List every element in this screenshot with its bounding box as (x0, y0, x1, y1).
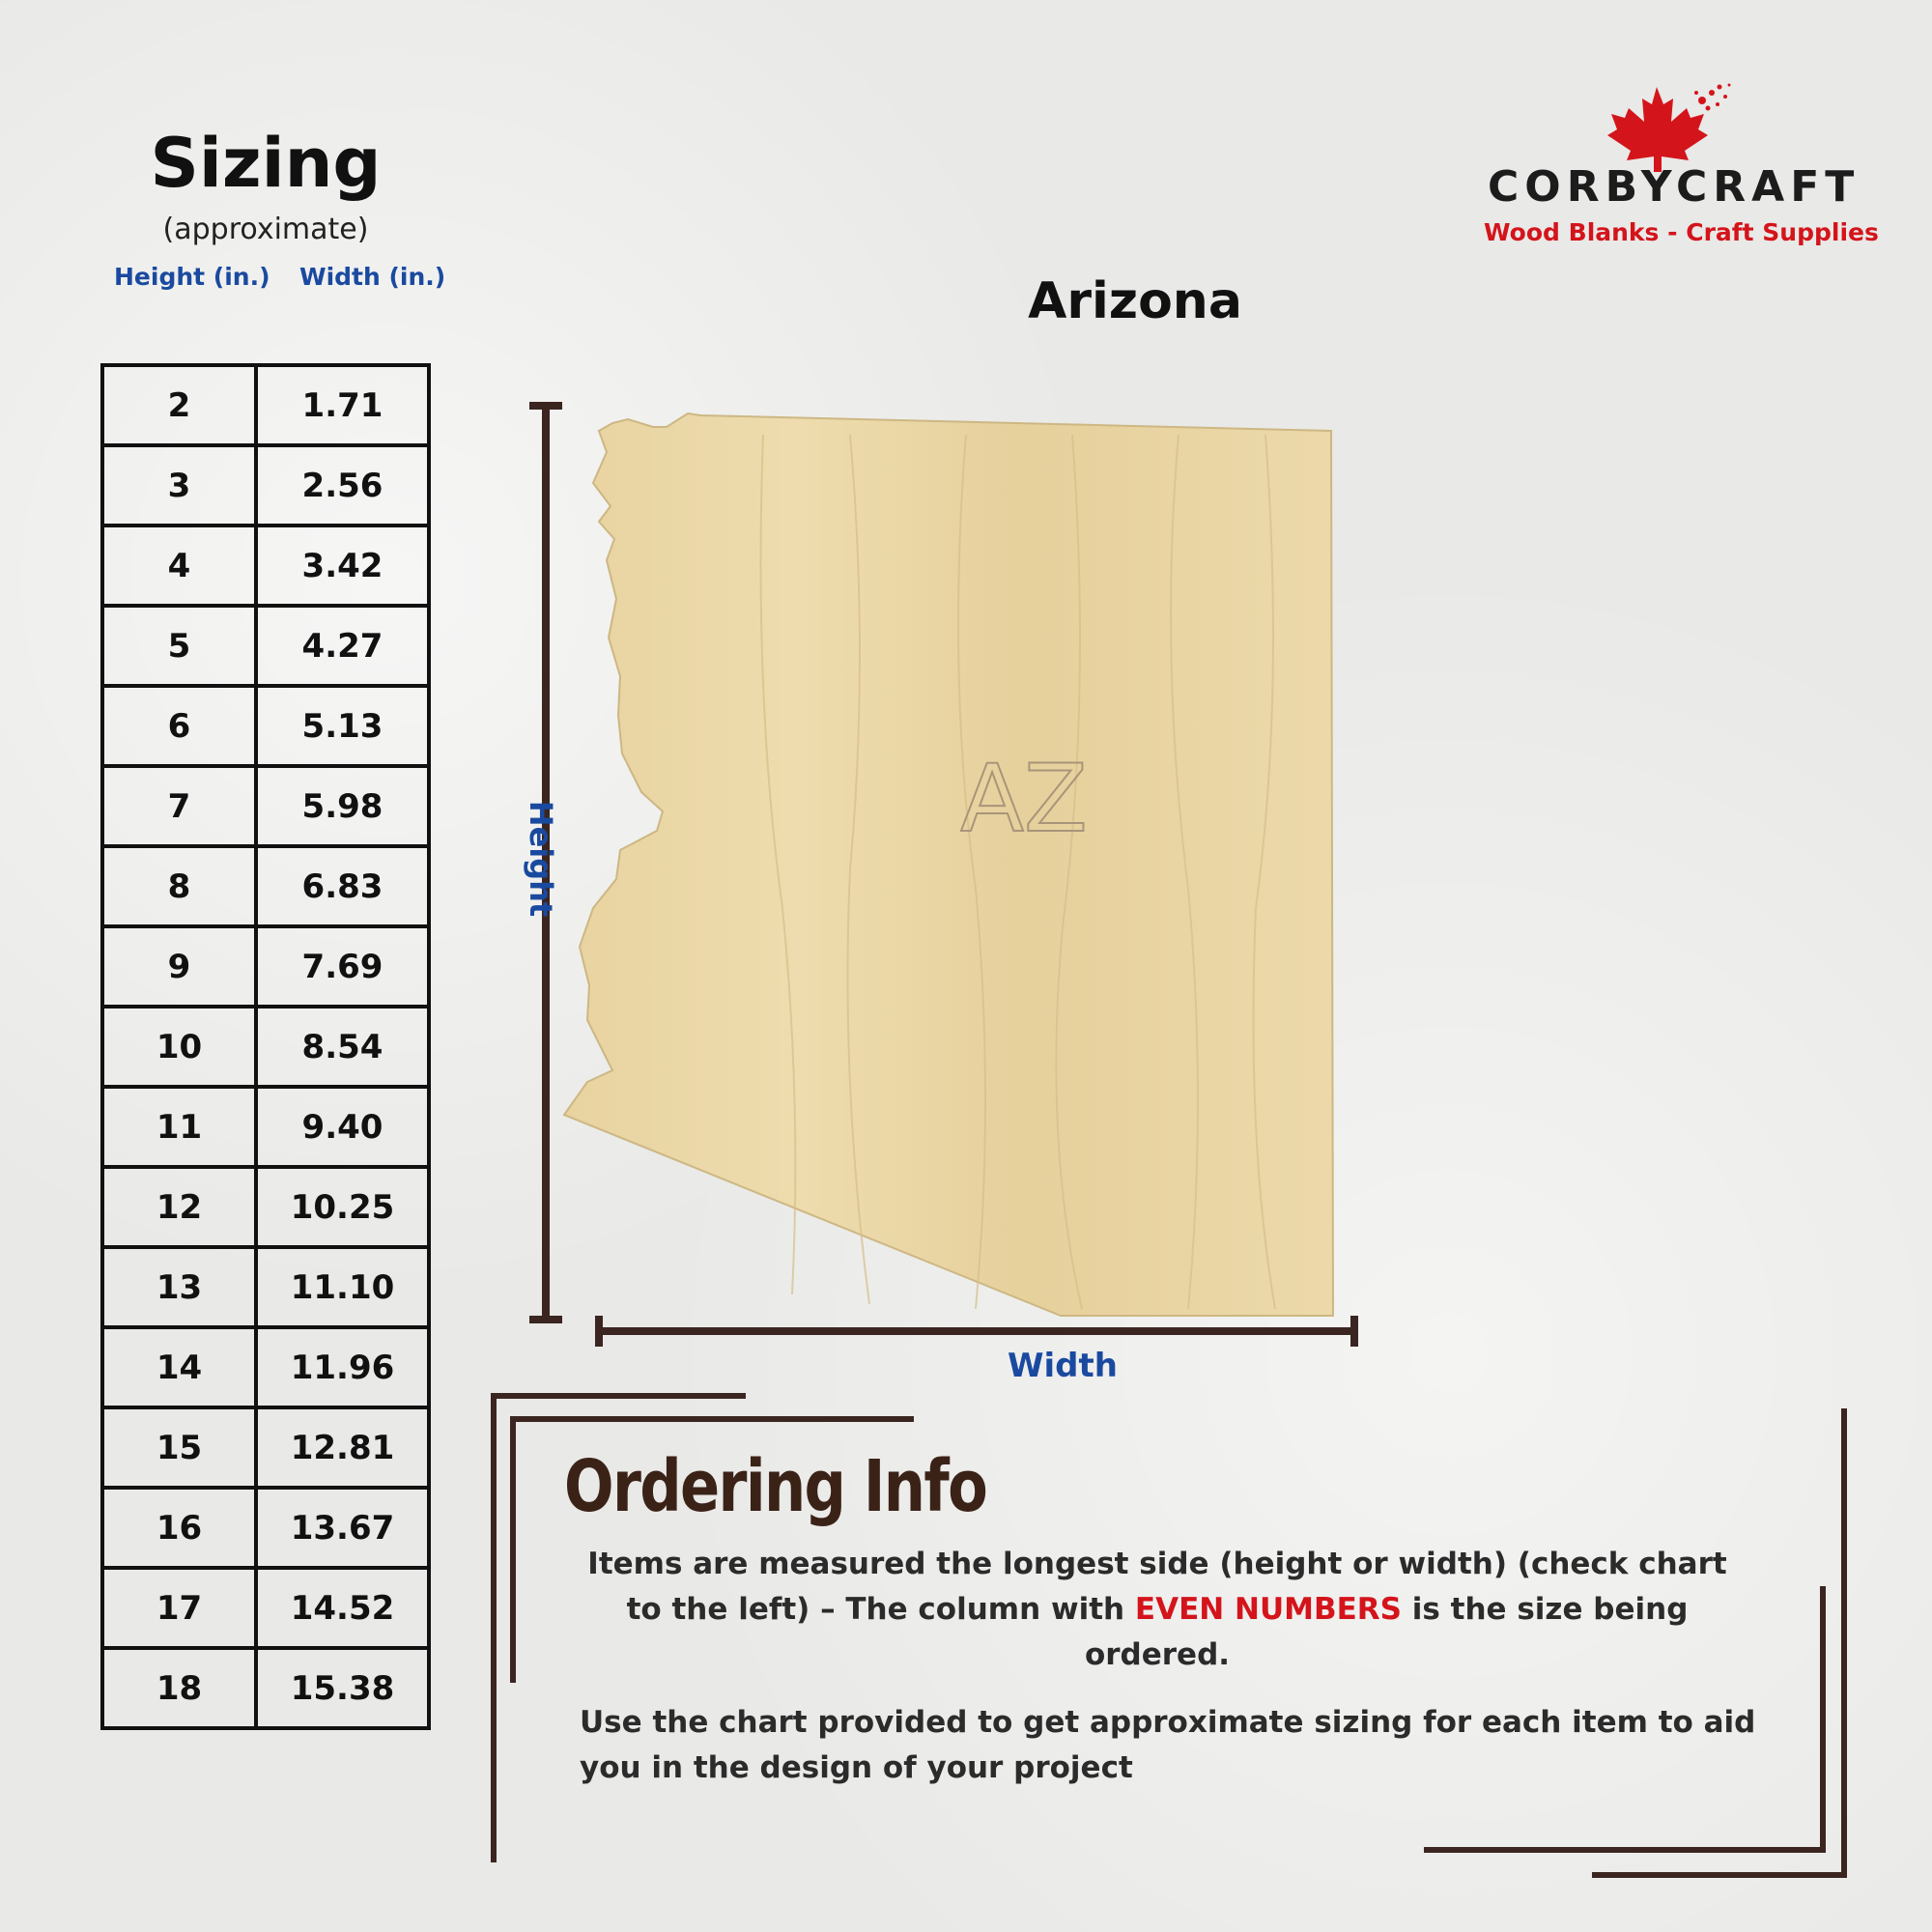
width-label: Width (1008, 1347, 1118, 1385)
ordering-paragraph-1 (578, 1542, 1737, 1678)
sizing-subtitle: (approximate) (162, 213, 369, 246)
table-row (102, 1007, 429, 1087)
width-cell: 9.40 (256, 1087, 429, 1167)
table-row (102, 1247, 429, 1327)
table-row (102, 445, 429, 526)
table-row (102, 926, 429, 1007)
height-cell: 13 (102, 1247, 256, 1327)
width-cell: 14.52 (256, 1568, 429, 1648)
height-cell: 18 (102, 1648, 256, 1728)
height-cell: 4 (102, 526, 256, 606)
ordering-title: Ordering Info (564, 1445, 987, 1528)
height-column-header: Height (in.) (114, 263, 270, 291)
table-row (102, 766, 429, 846)
width-cell: 5.98 (256, 766, 429, 846)
table-row (102, 1327, 429, 1407)
frame-line (510, 1416, 516, 1683)
width-cell: 11.10 (256, 1247, 429, 1327)
even-numbers-highlight: EVEN NUMBERS (1134, 1592, 1402, 1627)
table-row (102, 1407, 429, 1488)
table-row (102, 1488, 429, 1568)
width-cell: 10.25 (256, 1167, 429, 1247)
frame-line (510, 1416, 914, 1422)
frame-line (491, 1393, 497, 1862)
height-cell: 10 (102, 1007, 256, 1087)
table-row (102, 686, 429, 766)
height-cell: 7 (102, 766, 256, 846)
table-row (102, 365, 429, 445)
table-row (102, 606, 429, 686)
height-cell: 8 (102, 846, 256, 926)
height-cell: 14 (102, 1327, 256, 1407)
width-cell: 4.27 (256, 606, 429, 686)
width-cell: 3.42 (256, 526, 429, 606)
height-cell: 3 (102, 445, 256, 526)
width-cell: 6.83 (256, 846, 429, 926)
ordering-paragraph-2: Use the chart provided to get approximate sizing for each item to aid you in the design of your project (580, 1705, 1756, 1785)
brand-name: CORBYCRAFT (1488, 162, 1861, 212)
frame-line (1841, 1408, 1847, 1878)
height-label: Height (523, 800, 559, 918)
width-cell: 11.96 (256, 1327, 429, 1407)
height-cell: 9 (102, 926, 256, 1007)
ordering-text-end: is the size being ordered. (1084, 1592, 1689, 1672)
product-title: Arizona (1028, 272, 1242, 330)
engraving-text: AZ (960, 745, 1088, 853)
height-cell: 5 (102, 606, 256, 686)
arizona-wood-cutout (560, 406, 1352, 1323)
width-column-header: Width (in.) (299, 263, 446, 291)
table-row (102, 1087, 429, 1167)
table-row (102, 1568, 429, 1648)
frame-line (1592, 1872, 1847, 1878)
height-cell: 6 (102, 686, 256, 766)
sizing-title: Sizing (150, 124, 382, 203)
height-cell: 12 (102, 1167, 256, 1247)
width-cell: 13.67 (256, 1488, 429, 1568)
table-row (102, 1167, 429, 1247)
table-row (102, 526, 429, 606)
width-cell: 12.81 (256, 1407, 429, 1488)
ordering-text: Items are measured the longest side (height or width) (check chart to the left) – The column with (587, 1547, 1727, 1627)
width-cell: 2.56 (256, 445, 429, 526)
width-cell: 8.54 (256, 1007, 429, 1087)
table-row (102, 1648, 429, 1728)
sizing-table (100, 363, 431, 1730)
height-cell: 16 (102, 1488, 256, 1568)
frame-line (1424, 1847, 1826, 1853)
brand-tagline: Wood Blanks - Craft Supplies (1484, 218, 1879, 246)
width-cell: 1.71 (256, 365, 429, 445)
maple-leaf-icon (1594, 79, 1739, 176)
width-cell: 7.69 (256, 926, 429, 1007)
height-cell: 11 (102, 1087, 256, 1167)
frame-line (491, 1393, 746, 1399)
frame-line (1820, 1586, 1826, 1853)
width-cell: 15.38 (256, 1648, 429, 1728)
table-row (102, 846, 429, 926)
height-cell: 15 (102, 1407, 256, 1488)
width-cell: 5.13 (256, 686, 429, 766)
height-cell: 17 (102, 1568, 256, 1648)
height-cell: 2 (102, 365, 256, 445)
